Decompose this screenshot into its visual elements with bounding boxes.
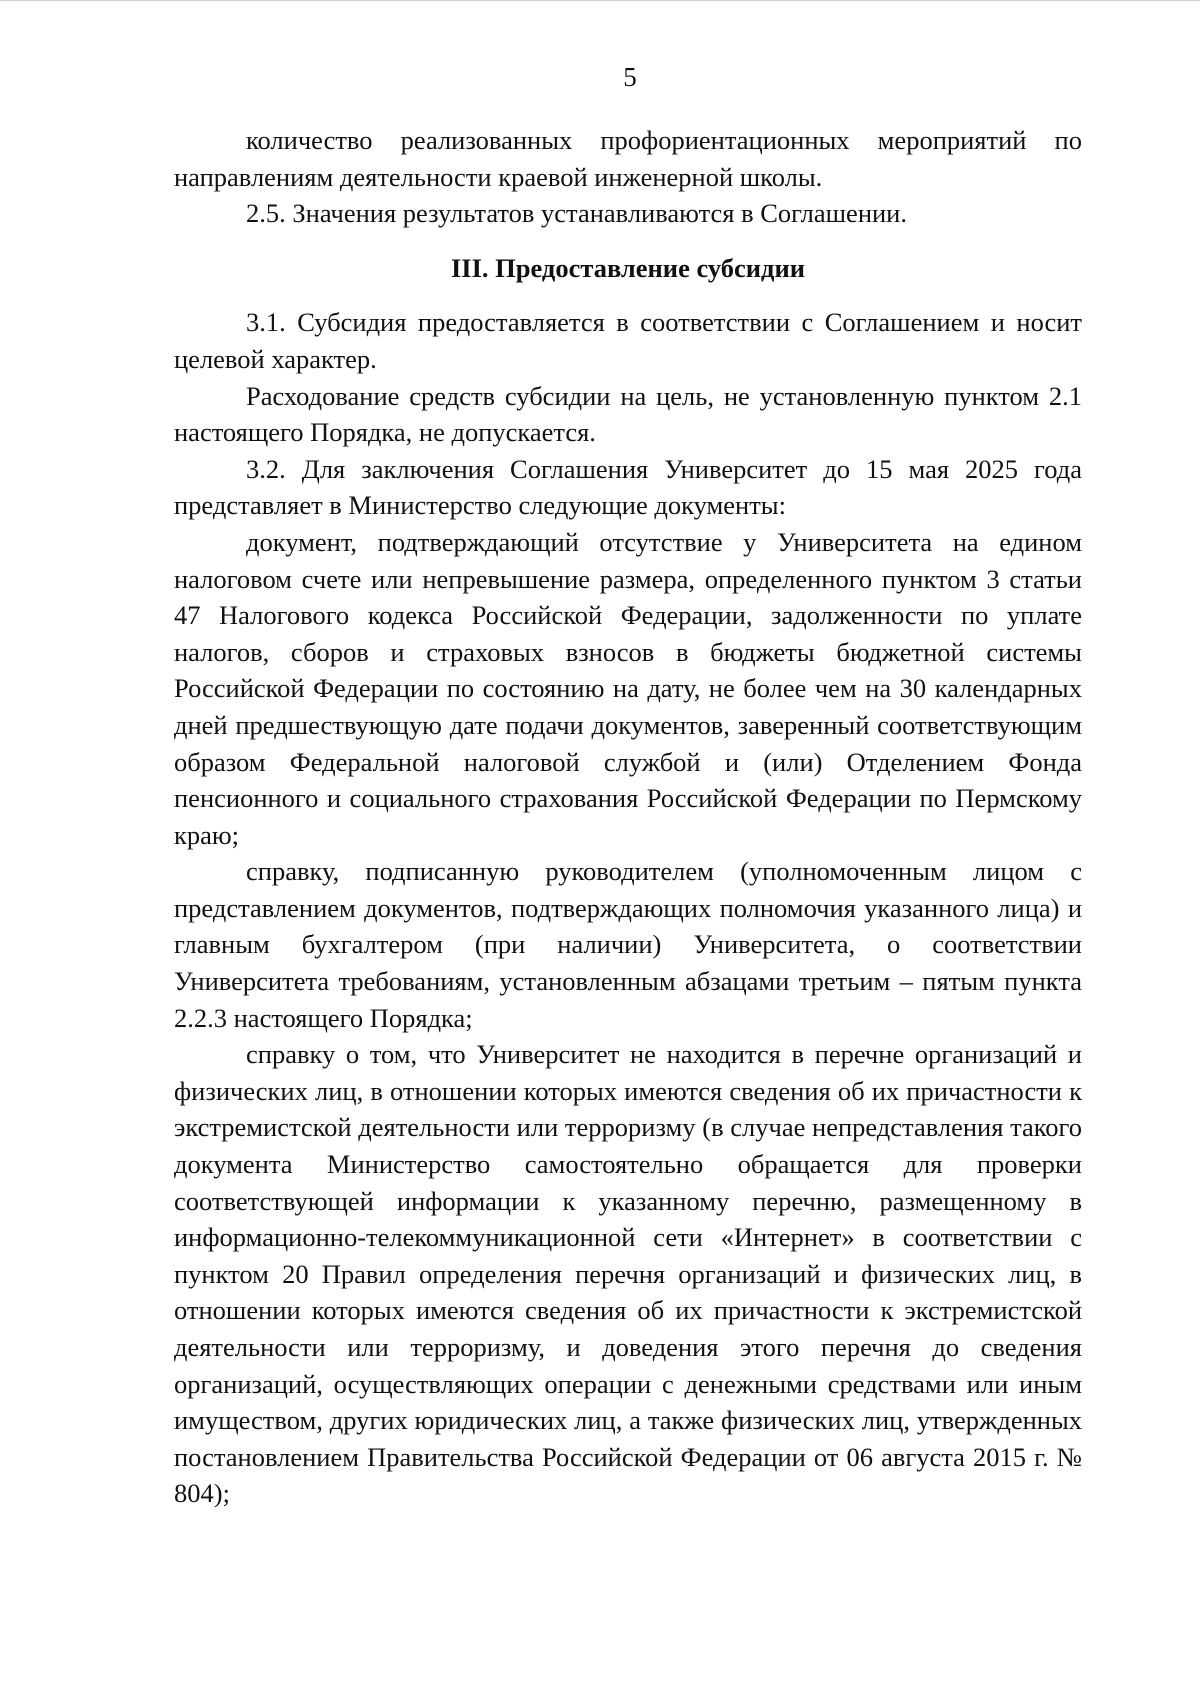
paragraph-spending: Расходование средств субсидии на цель, не установленную пунктом 2.1 настоящего Порядка, не допускается.: [174, 380, 1082, 448]
paragraph-tax-document: документ, подтверждающий отсутствие у Университета на едином налоговом счете или непревышение размера, определенного пунктом 3 статьи 47 Налогового кодекса Российской Федерации, задолженности по уплате налогов, сборов и страховых взносов в бюджеты бюджетной системы Российской Федерации по состоянию на дату, не более чем на 30 календарных дней предшествующую дате подачи документов, заверенный соответствующим образом Федеральной налоговой службой и (или) Отделением Фонда пенсионного и социального страхования Российской Федерации по Пермскому краю;: [174, 526, 1082, 850]
paragraph-3-2: 3.2. Для заключения Соглашения Университет до 15 мая 2025 года представляет в Министерство следующие документы:: [174, 453, 1082, 521]
scan-edge-line: [0, 0, 1200, 1]
section-heading: III. Предоставление субсидии: [450, 252, 805, 283]
paragraph-signed-certificate: справку, подписанную руководителем (уполномоченным лицом с представлением документов, подтверждающих полномочия указанного лица) и главным бухгалтером (при наличии) Университета, о соответствии Университета требованиям, установленным абзацами третьим – пятым пункта 2.2.3 настоящего Порядка;: [174, 856, 1082, 1033]
paragraph-2-5: 2.5. Значения результатов устанавливаются в Соглашении.: [246, 198, 907, 229]
paragraph-3-1: 3.1. Субсидия предоставляется в соответствии с Соглашением и носит целевой характер.: [174, 307, 1082, 374]
page-number: 5: [623, 62, 637, 92]
paragraph-extremism-certificate: справку о том, что Университет не находится в перечне организаций и физических лиц, в отношении которых имеются сведения об их причастности к экстремистской деятельности или терроризму (в случае непредставления такого документа Министерство самостоятельно обращается для проверки соответствующей информации к указанному перечню, размещенному в информационно-телекоммуникационной сети «Интернет» в соответствии с пунктом 20 Правил определения перечня организаций и физических лиц, в отношении которых имеются сведения об их причастности к экстремистской деятельности или терроризму, и доведения этого перечня до сведения организаций, осуществляющих операции с денежными средствами или иным имуществом, других юридических лиц, а также физических лиц, утвержденных постановлением Правительства Российской Федерации от 06 августа 2015 г. № 804);: [174, 1039, 1082, 1509]
document-body: [174, 122, 1082, 1512]
paragraph-career-events: количество реализованных профориентационных мероприятий по направлениям деятельности краевой инженерной школы.: [174, 125, 1082, 192]
